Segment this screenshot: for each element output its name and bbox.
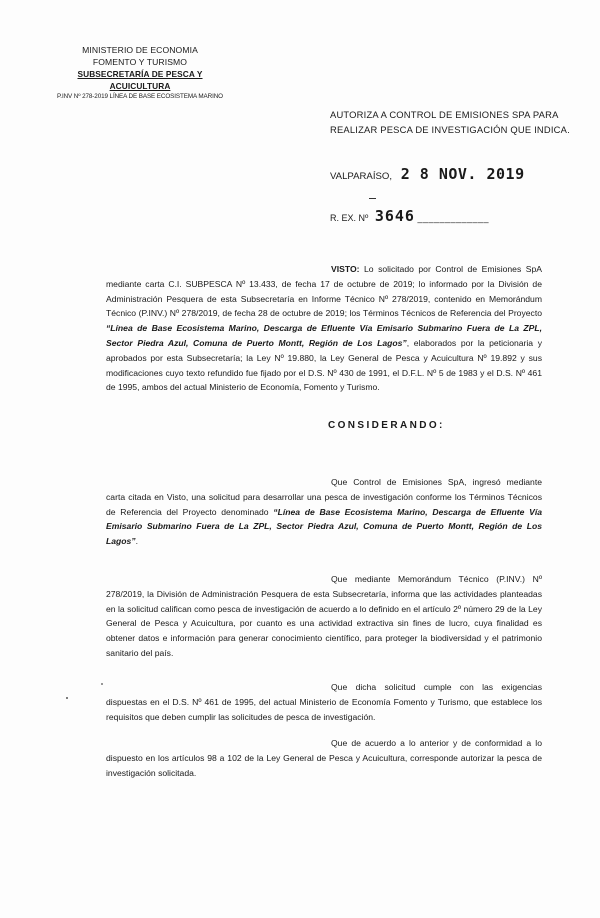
considerando-2 (106, 572, 542, 661)
c1-project-title: “Línea de Base Ecosistema Marino, Descarga de Efluente Vía Emisario Submarino Fuera de La ZPL, Sector Piedra Azul, Comuna de Puerto Montt, Región de Los Lagos” (106, 506, 542, 547)
considerando-4 (106, 736, 542, 780)
resolution-number (330, 207, 489, 225)
c2-text: Que mediante Memorándum Técnico (P.INV.) Nº 278/2019, la División de Administración Pesquera de esta Subsecretaría, informa que las actividades planteadas en la solicitud califican como pesca de investigación de acuerdo a lo definido en el artículo 2º número 29 de la Ley General de Pesca y Acuicultura, por cuanto es una actividad extractiva sin fines de lucro, cuya finalidad es obtener datos e información para generar conocimiento científico, para proteger la biodiversidad y el patrimonio sanitario del país. (106, 574, 542, 658)
visto-project-title: “Línea de Base Ecosistema Marino, Descarga de Efluente Vía Emisario Submarino Fuera de La ZPL, Sector Piedra Azul, Comuna de Puerto Montt, Región de Los Lagos” (106, 323, 542, 348)
visto-label: VISTO: (331, 264, 360, 274)
date-place: VALPARAÍSO, (330, 171, 393, 182)
rex-number: 3646 (374, 207, 415, 225)
file-reference: P.INV Nº 278-2019 LÍNEA DE BASE ECOSISTEMA MARINO (57, 93, 223, 100)
c4-text: Que de acuerdo a lo anterior y de conformidad a lo dispuesto en los artículos 98 a 102 de la Ley General de Pesca y Acuicultura, corresponde autorizar la pesca de investigación solicitada. (106, 738, 542, 778)
subject-line-1: AUTORIZA A CONTROL DE EMISIONES SPA PARA (330, 109, 559, 120)
visto-text-1: Lo solicitado por Control de Emisiones SpA mediante carta C.I. SUBPESCA Nº 13.433, de fecha 17 de octubre de 2019; lo informado por la División de Administración Pesquera de esta Subsecretaría en Informe Técnico Nº 278/2019, contenido en Memorándum Técnico (P.INV.) Nº 278/2019, de fecha 28 de octubre de 2019; los Términos Técnicos de Referencia del Proyecto (106, 264, 542, 319)
date-stamp: 2 8 NOV. 2019 (400, 165, 525, 183)
ministry-name: MINISTERIO DE ECONOMIA (82, 45, 198, 55)
resolution-date (330, 165, 525, 183)
rex-underline: _____________ (417, 213, 490, 223)
ministry-subtitle: FOMENTO Y TURISMO (92, 57, 188, 67)
c3-text: Que dicha solicitud cumple con las exigencias dispuestas en el D.S. Nº 461 de 1995, del actual Ministerio de Economía Fomento y Turismo, que establece los requisitos que deben cumplir las solicitudes de pesca de investigación. (106, 682, 542, 722)
scan-speck (66, 697, 68, 699)
rex-label: R. EX. Nº (330, 213, 369, 223)
letterhead (50, 44, 230, 102)
visto-text-2: , elaborados por la peticionaria y aprobados por esta Subsecretaría; la Ley Nº 19.880, la Ley General de Pesca y Acuicultura Nº 19.892 y sus modificaciones cuyo texto refundido fue fijado por el D.S. Nº 430 de 1991, el D.F.L. Nº 5 de 1983 y el D.S. Nº 461 de 1995, ambos del actual Ministerio de Economía, Fomento y Turismo. (106, 337, 542, 393)
subject-line-2: REALIZAR PESCA DE INVESTIGACIÓN QUE INDICA. (330, 124, 570, 135)
visto-paragraph (106, 262, 542, 395)
scan-speck-2 (101, 683, 103, 685)
considerando-1 (106, 475, 542, 549)
subsecretaria-name: SUBSECRETARÍA DE PESCA Y ACUICULTURA (77, 69, 203, 91)
stamp-mark (369, 198, 376, 199)
considerando-heading: CONSIDERANDO: (328, 420, 445, 431)
considerando-3 (106, 680, 542, 724)
resolution-subject (330, 107, 570, 137)
c1-text: Que Control de Emisiones SpA, ingresó mediante carta citada en Visto, una solicitud para desarrollar una pesca de investigación conforme los Términos Técnicos de Referencia del Proyecto denominado (106, 477, 542, 517)
c1-end: . (135, 536, 138, 547)
